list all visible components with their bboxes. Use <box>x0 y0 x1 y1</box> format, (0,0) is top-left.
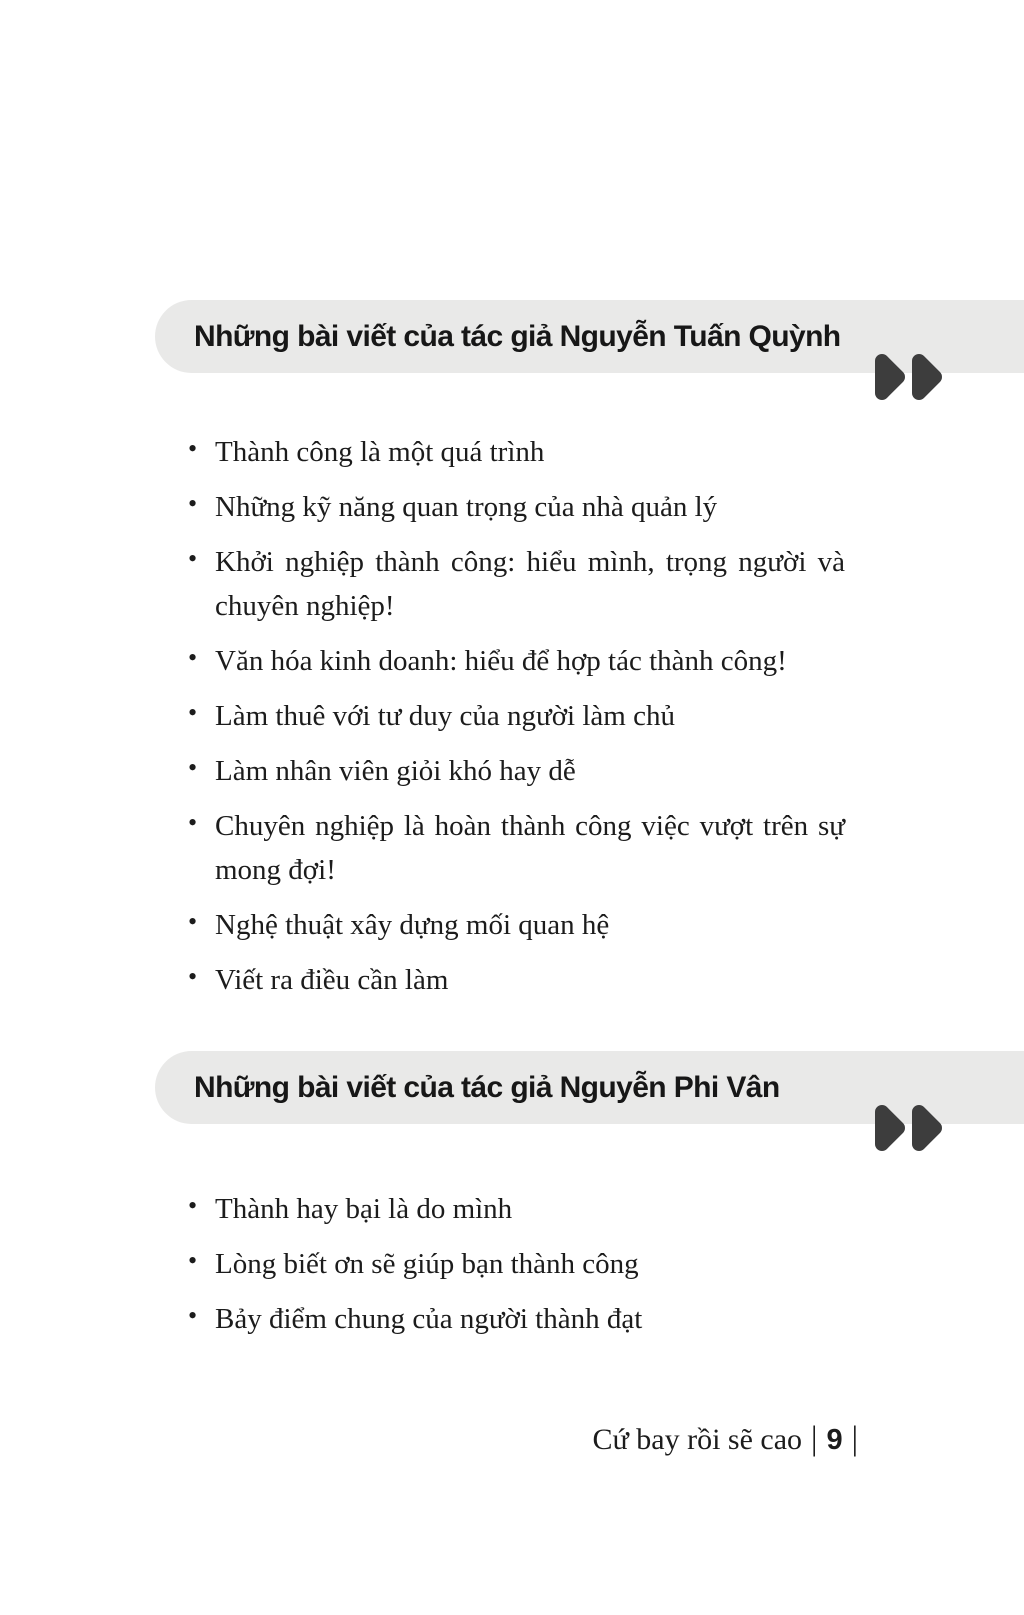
fast-forward-icon <box>872 351 943 403</box>
article-list <box>188 1187 845 1341</box>
section-header-bar <box>155 300 1024 373</box>
article-title: Khởi nghiệp thành công: hiểu mình, trọng người và chuyên nghiệp! <box>215 546 845 622</box>
article-list <box>188 430 845 1002</box>
article-title: Văn hóa kinh doanh: hiểu để hợp tác thành công! <box>215 645 787 677</box>
bullet-icon: • <box>188 1191 198 1220</box>
separator: | <box>851 1419 858 1457</box>
bullet-icon: • <box>188 643 198 672</box>
bullet-icon: • <box>188 434 198 463</box>
section-title: Những bài viết của tác giả Nguyễn Tuấn Quỳnh <box>194 319 841 353</box>
bullet-icon: • <box>188 1301 198 1330</box>
bullet-icon: • <box>188 698 198 727</box>
list-item <box>188 1297 845 1341</box>
section-nguyen-tuan-quynh <box>0 300 1024 1002</box>
bullet-icon: • <box>188 544 198 573</box>
section-title: Những bài viết của tác giả Nguyễn Phi Vân <box>194 1070 780 1104</box>
list-item <box>188 540 845 628</box>
article-title: Thành hay bại là do mình <box>215 1193 513 1225</box>
list-item <box>188 485 845 529</box>
play-arrow-icon <box>872 351 906 403</box>
separator: | <box>811 1419 818 1457</box>
list-item <box>188 804 845 892</box>
play-arrow-icon <box>909 351 943 403</box>
bullet-icon: • <box>188 907 198 936</box>
book-title: Cứ bay rồi sẽ cao <box>592 1423 803 1456</box>
section-header-bar <box>155 1051 1024 1124</box>
fast-forward-icon <box>872 1102 943 1154</box>
bullet-icon: • <box>188 808 198 837</box>
list-item <box>188 903 845 947</box>
play-arrow-icon <box>872 1102 906 1154</box>
article-title: Những kỹ năng quan trọng của nhà quản lý <box>215 491 718 523</box>
article-title: Viết ra điều cần làm <box>215 964 449 996</box>
list-item <box>188 1187 845 1231</box>
list-item <box>188 694 845 738</box>
bullet-icon: • <box>188 962 198 991</box>
list-item <box>188 749 845 793</box>
list-item <box>188 1242 845 1286</box>
play-arrow-icon <box>909 1102 943 1154</box>
list-item <box>188 430 845 474</box>
bullet-icon: • <box>188 489 198 518</box>
list-item <box>188 639 845 683</box>
page-number: 9 <box>826 1424 843 1456</box>
article-title: Chuyên nghiệp là hoàn thành công việc vượt trên sự mong đợi! <box>215 810 845 886</box>
article-title: Làm thuê với tư duy của người làm chủ <box>215 700 675 732</box>
bullet-icon: • <box>188 1246 198 1275</box>
article-title: Làm nhân viên giỏi khó hay dễ <box>215 755 576 787</box>
article-title: Bảy điểm chung của người thành đạt <box>215 1303 643 1335</box>
article-title: Nghệ thuật xây dựng mối quan hệ <box>215 909 610 941</box>
article-title: Thành công là một quá trình <box>215 436 545 468</box>
section-nguyen-phi-van <box>0 1051 1024 1341</box>
bullet-icon: • <box>188 753 198 782</box>
list-item <box>188 958 845 1002</box>
page-footer <box>0 1418 867 1460</box>
article-title: Lòng biết ơn sẽ giúp bạn thành công <box>215 1248 639 1280</box>
